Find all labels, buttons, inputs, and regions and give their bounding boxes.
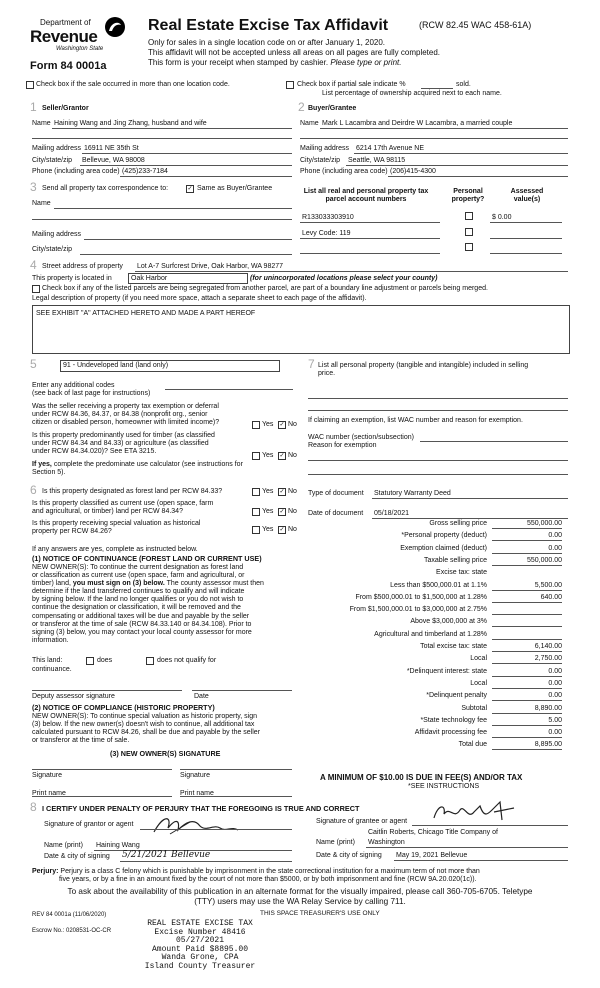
- treasurer-stamp: [140, 920, 260, 972]
- revenue-logo-text: Revenue: [30, 27, 98, 46]
- notice-1-title: (1) NOTICE OF CONTINUANCE (FOREST LAND OR CURRENT USE): [32, 554, 262, 563]
- grantor-sig-label: Signature of grantor or agent: [44, 821, 134, 828]
- street-address-field[interactable]: Lot A-7 Surfcrest Drive, Oak Harbor, WA 98277: [137, 263, 284, 270]
- washington-state-label: Washington State: [56, 46, 104, 52]
- section-4-number: 4: [30, 258, 37, 272]
- buyer-mail-label: Mailing address: [300, 145, 350, 152]
- section-7-number: 7: [308, 357, 315, 371]
- s6-q1-yes-label: Yes: [262, 488, 274, 495]
- parcel-3-personal-checkbox[interactable]: [465, 243, 473, 251]
- stamp-line: Amount Paid $8895.00: [151, 944, 248, 954]
- section-5-number: 5: [30, 357, 37, 371]
- header-line-3: This form is your receipt when stamped by cashier. Please type or print.: [148, 58, 402, 67]
- buyer-city-label: City/state/zip: [300, 157, 341, 164]
- grantor-name-label: Name (print): [44, 842, 83, 849]
- parcel-header-2: Personal property?: [451, 188, 485, 204]
- stamp-line: Island County Treasurer: [144, 961, 256, 971]
- see-instructions: *SEE INSTRUCTIONS: [408, 783, 480, 790]
- s5-q1-yes[interactable]: [252, 421, 260, 429]
- tax-row-label: Above $3,000,000 at 3%: [410, 618, 487, 626]
- doc-type-field[interactable]: Statutory Warranty Deed: [374, 490, 451, 497]
- tax-row-value[interactable]: 0.00: [548, 544, 562, 552]
- s3-city-label: City/state/zip: [32, 246, 73, 253]
- tax-row-label: *Delinquent interest: state: [406, 667, 487, 675]
- rev-number: REV 84 0001a (11/06/2020): [32, 912, 107, 918]
- s6-q1-yes[interactable]: [252, 488, 260, 496]
- tax-row-label: Agricultural and timberland at 1.28%: [374, 630, 487, 638]
- s5-q2-no-label: No: [288, 452, 297, 459]
- tax-row-label: *Personal property (deduct): [401, 532, 487, 540]
- form-title: Real Estate Excise Tax Affidavit: [148, 17, 389, 34]
- segregated-label: Check box if any of the listed parcels are being segregated from another parcel, are part of a boundary line adjustment or parcels being merged.: [42, 285, 488, 292]
- reason-label: Reason for exemption: [308, 442, 377, 449]
- tax-row-label: From $500,000.01 to $1,500,000 at 1.28%: [355, 593, 487, 601]
- continuance-label: continuance.: [32, 666, 72, 673]
- minimum-fee-note: A MINIMUM OF $10.00 IS DUE IN FEE(S) AND/OR TAX: [320, 773, 523, 782]
- section-1-number: 1: [30, 100, 37, 114]
- parcel-1-personal-checkbox[interactable]: [465, 212, 473, 220]
- s6-q1: Is this property designated as forest land per RCW 84.33?: [42, 488, 223, 495]
- doc-type-label: Type of document: [308, 490, 364, 497]
- does-label: does: [97, 657, 113, 664]
- stamp-line: Wanda Grone, CPA: [161, 953, 239, 963]
- stamp-line: Excise Number 48416: [154, 927, 246, 937]
- tax-row-label: Excise tax: state: [436, 569, 487, 577]
- tax-row-value[interactable]: 5,500.00: [534, 581, 562, 589]
- notice-2-text: NEW OWNER(S): To continue special valuation as historic property, sign (3) below. If the new owner(s) doesn't wish to continue, all additional tax calculated pursuant to RCW 84.26, shall be due and payable by the seller or transferor at the time of sale.: [32, 713, 261, 745]
- buyer-name-field[interactable]: Mark L Lacambra and Deirdre W Lacambra, a married couple: [322, 120, 513, 127]
- header-line-2: This affidavit will not be accepted unless all areas on all pages are fully completed.: [148, 48, 441, 57]
- revenue-logo-icon: [104, 16, 126, 38]
- s6-q2-yes-label: Yes: [262, 508, 274, 515]
- land-use-select[interactable]: 91 - Undeveloped land (land only): [60, 360, 280, 372]
- s5-if-yes: If yes, complete the predominate use calculator (see instructions for: [32, 461, 243, 468]
- located-in-label: This property is located in: [32, 275, 112, 282]
- s5-q1-no[interactable]: ✓: [279, 422, 285, 428]
- tax-row-label: Gross selling price: [429, 520, 487, 527]
- seller-name-field[interactable]: Haining Wang and Jing Zhang, husband and wife: [54, 120, 207, 127]
- tax-row-label: Taxable selling price: [423, 556, 487, 564]
- tax-row-value[interactable]: 640.00: [540, 593, 562, 601]
- s5-q2-yes[interactable]: [252, 452, 260, 460]
- location-select[interactable]: Oak Harbor: [128, 273, 248, 284]
- correspondence-label: Send all property tax correspondence to:: [42, 185, 169, 192]
- segregated-checkbox[interactable]: [32, 285, 40, 293]
- parcel-2-personal-checkbox[interactable]: [465, 228, 473, 236]
- tax-row-label: Less than $500,000.01 at 1.1%: [390, 581, 487, 589]
- s6-q2-yes[interactable]: [252, 508, 260, 516]
- certify-statement: I CERTIFY UNDER PENALTY OF PERJURY THAT THE FOREGOING IS TRUE AND CORRECT: [42, 804, 360, 813]
- new-owner-sig-1: Signature: [32, 772, 62, 779]
- notice-1-text: NEW OWNER(S): To continue the current designation as forest land or classification as current use (open space, farm and agricultural, or timber) land, you must sign on (3) below. The county assessor must then determine if the land transferred continues to qualify and will indicate by signing below. If the land no longer qualifies or you do not wish to continue the designation or classification, it will be removed and the compensating or additional taxes will be due and payable by the seller or transferor at the time of sale (RCW 84.33.140 or 84.34.108). Prior to signing (3) below, you may contact your local county assessor for more information.: [32, 564, 264, 644]
- new-owner-print-1: Print name: [32, 790, 66, 797]
- grantee-date-label: Date & city of signing: [316, 852, 382, 859]
- s6-q2: Is this property classified as current use (open space, farm and agricultural, or timber) land per RCW 84.34?: [32, 500, 214, 516]
- tax-row-label: Total due: [458, 741, 487, 749]
- notice-2-title: (2) NOTICE OF COMPLIANCE (HISTORIC PROPERTY): [32, 703, 215, 712]
- tax-row-value[interactable]: 6,140.00: [534, 643, 562, 650]
- tax-row-value[interactable]: 550,000.00: [526, 556, 562, 564]
- street-address-label: Street address of property: [42, 263, 123, 270]
- grantee-caption: Caitlin Roberts, Chicago Title Company of: [368, 829, 498, 836]
- buyer-name-label: Name: [300, 120, 319, 127]
- section-3-number: 3: [30, 180, 37, 194]
- seller-mail-field[interactable]: 16911 NE 35th St: [84, 145, 139, 152]
- s5-q2-yes-label: Yes: [262, 452, 274, 459]
- grantor-signature-image: [150, 812, 240, 838]
- new-owner-print-2: Print name: [180, 790, 214, 797]
- tax-row-label: Local: [470, 679, 487, 687]
- notice-3-title: (3) NEW OWNER(S) SIGNATURE: [110, 749, 221, 758]
- s5-if-yes-2: Section 5).: [32, 469, 66, 476]
- s3-name-label: Name: [32, 200, 51, 207]
- seller-phone-field[interactable]: (425)233-7184: [122, 168, 168, 175]
- s5-q2: Is this property predominantly used for timber (as classified under RCW 84.34 and 84.33) or agriculture (as classified under RCW 84.34.020)? See ETA 3215.: [32, 432, 215, 456]
- alt-format-text: To ask about the availability of this publication in an alternate format for the visually impaired, please call 360-705-6705. Teletype (TTY) users may use the WA Relay Service by calling 711.: [67, 887, 533, 906]
- rcw-reference: (RCW 82.45 WAC 458-61A): [419, 20, 532, 30]
- parcel-header-1: List all real and personal property tax parcel account numbers: [303, 188, 429, 204]
- form-number: Form 84 0001a: [30, 60, 107, 72]
- s5-q2-no[interactable]: ✓: [279, 453, 285, 459]
- s6-q3-yes-label: Yes: [262, 526, 274, 533]
- buyer-mail-field[interactable]: 6214 17th Avenue NE: [356, 145, 424, 152]
- stamp-line: 05/27/2021: [175, 936, 224, 946]
- exemption-label: If claiming an exemption, list WAC number and reason for exemption.: [308, 417, 523, 424]
- grantee-name-label: Name (print): [316, 839, 355, 846]
- tax-row-value[interactable]: 0.00: [548, 692, 562, 700]
- seller-phone-label: Phone (including area code): [32, 168, 120, 175]
- this-land-label: This land:: [32, 657, 63, 664]
- tax-row-label: Total excise tax: state: [420, 643, 487, 650]
- tax-row-value[interactable]: 0.00: [548, 667, 562, 675]
- additional-codes-sub: (see back of last page for instructions): [32, 390, 151, 397]
- seller-heading: Seller/Grantor: [42, 105, 89, 112]
- buyer-city-field[interactable]: Seattle, WA 98115: [348, 157, 406, 164]
- s6-q1-no-label: No: [288, 488, 297, 495]
- same-as-buyer-checkbox[interactable]: ✓: [187, 186, 193, 192]
- header-line-1: Only for sales in a single location code on or after January 1, 2020.: [148, 38, 386, 47]
- section-6-number: 6: [30, 483, 37, 497]
- partial-sale-checkbox[interactable]: [286, 81, 294, 89]
- deputy-date-label: Date: [194, 693, 209, 700]
- tax-row-label: Affidavit processing fee: [414, 729, 487, 737]
- s5-q1-yes-label: Yes: [262, 421, 274, 428]
- grantee-date-field[interactable]: May 19, 2021 Bellevue: [396, 852, 468, 859]
- seller-city-field[interactable]: Bellevue, WA 98008: [82, 157, 145, 164]
- buyer-phone-label: Phone (including area code): [300, 168, 388, 175]
- personal-property-label: List all personal property (tangible and intangible) included in selling price.: [318, 362, 529, 378]
- s5-q1-no-label: No: [288, 421, 297, 428]
- section-2-number: 2: [298, 100, 305, 114]
- same-as-buyer-label: Same as Buyer/Grantee: [197, 185, 273, 192]
- partial-sale-label: Check box if partial sale indicate %: [297, 81, 406, 88]
- treasurer-use-label: THIS SPACE TREASURER'S USE ONLY: [260, 910, 380, 917]
- grantor-date-label: Date & city of signing: [44, 853, 110, 860]
- additional-codes-label: Enter any additional codes: [32, 382, 115, 389]
- grantee-sig-label: Signature of grantee or agent: [316, 818, 408, 825]
- grantor-name-field[interactable]: Haining Wang: [96, 842, 140, 849]
- tax-row-value[interactable]: 2,750.00: [534, 655, 562, 663]
- tax-row-value[interactable]: 0.00: [548, 679, 562, 687]
- does-qualify-checkbox[interactable]: [86, 657, 94, 665]
- s6-q1-no[interactable]: ✓: [279, 489, 285, 495]
- tax-row-label: *Delinquent penalty: [426, 692, 487, 700]
- tax-row-value[interactable]: 550,000.00: [526, 520, 562, 527]
- buyer-heading: Buyer/Grantee: [308, 105, 357, 112]
- parcel-row-2[interactable]: Levy Code: 119: [302, 230, 351, 237]
- s6-q2-no-label: No: [288, 508, 297, 515]
- sold-label: sold.: [456, 81, 471, 88]
- legal-description-text: SEE EXHIBIT "A" ATTACHED HERETO AND MADE A PART HEREOF: [36, 310, 256, 317]
- grantee-signature-image: [430, 800, 520, 826]
- tax-row-label: Local: [470, 655, 487, 663]
- tax-row-value[interactable]: 8,890.00: [534, 704, 562, 712]
- s6-q3: Is this property receiving special valuation as historical property per RCW 84.26?: [32, 520, 201, 536]
- s6-q2-no[interactable]: ✓: [279, 509, 285, 515]
- tax-row-value[interactable]: 0.00: [548, 729, 562, 737]
- new-owner-sig-2: Signature: [180, 772, 210, 779]
- parcel-row-1-value[interactable]: $ 0.00: [492, 214, 512, 221]
- section-8-number: 8: [30, 800, 37, 814]
- grantee-name-field[interactable]: Washington: [368, 839, 405, 846]
- escrow-number: Escrow No.: 0208531-OC-CR: [32, 928, 112, 934]
- ownership-pct-note: List percentage of ownership acquired next to each name.: [322, 90, 502, 97]
- tax-row-label: From $1,500,000.01 to $3,000,000 at 2.75%: [349, 606, 487, 614]
- seller-name-label: Name: [32, 120, 51, 127]
- wac-label: WAC number (section/subsection): [308, 434, 414, 441]
- tax-row-label: Subtotal: [461, 704, 487, 712]
- s5-q1: Was the seller receiving a property tax exemption or deferral under RCW 84.36, 84.37, or 84.38 (nonprofit org., senior citizen or disabled person, homeowner with limited income)?: [32, 403, 220, 427]
- tax-row-label: Exemption claimed (deduct): [400, 544, 487, 552]
- tax-row-value[interactable]: 5.00: [548, 716, 562, 724]
- seller-city-label: City/state/zip: [32, 157, 73, 164]
- buyer-phone-field[interactable]: (206)415-4300: [390, 168, 436, 175]
- grantor-date-field[interactable]: 5/21/2021 Bellevue: [122, 850, 211, 860]
- does-not-qualify-checkbox[interactable]: [146, 657, 154, 665]
- stamp-line: REAL ESTATE EXCISE TAX: [147, 919, 253, 928]
- parcel-row-1[interactable]: R133033303910: [302, 214, 354, 221]
- s6-q3-no[interactable]: ✓: [279, 527, 285, 533]
- located-note: (for unincorporated locations please select your county): [250, 275, 438, 282]
- tax-row-value[interactable]: 0.00: [548, 532, 562, 540]
- parcel-header-3: Assessed value(s): [510, 188, 544, 204]
- tax-row-label: *State technology fee: [420, 716, 487, 724]
- doc-date-field[interactable]: 05/18/2021: [374, 510, 410, 517]
- seller-mail-label: Mailing address: [32, 145, 82, 152]
- perjury-text: Perjury: Perjury is a class C felony which is punishable by imprisonment in the state correctional institution for a maximum term of not more than five years, or by a fine in an amount fixed by the court of not more than $5000, or by both imprisonment and fine (RCW 9A.20.020(1c)).: [32, 868, 480, 884]
- legal-description-label: Legal description of property (if you need more space, attach a separate sheet to each page of the affidavit).: [32, 295, 367, 302]
- multi-location-checkbox[interactable]: [26, 81, 34, 89]
- tax-row-value[interactable]: 8,895.00: [534, 741, 562, 749]
- does-not-label: does not qualify for: [157, 657, 217, 664]
- s6-q3-no-label: No: [288, 526, 297, 533]
- s3-mail-label: Mailing address: [32, 231, 82, 238]
- deputy-sig-label: Deputy assessor signature: [32, 693, 115, 700]
- doc-date-label: Date of document: [308, 510, 364, 517]
- s6-answers: If any answers are yes, complete as instructed below.: [32, 546, 198, 553]
- dept-of-label: Department of: [40, 18, 91, 27]
- multi-location-label: Check box if the sale occurred in more than one location code.: [36, 81, 230, 88]
